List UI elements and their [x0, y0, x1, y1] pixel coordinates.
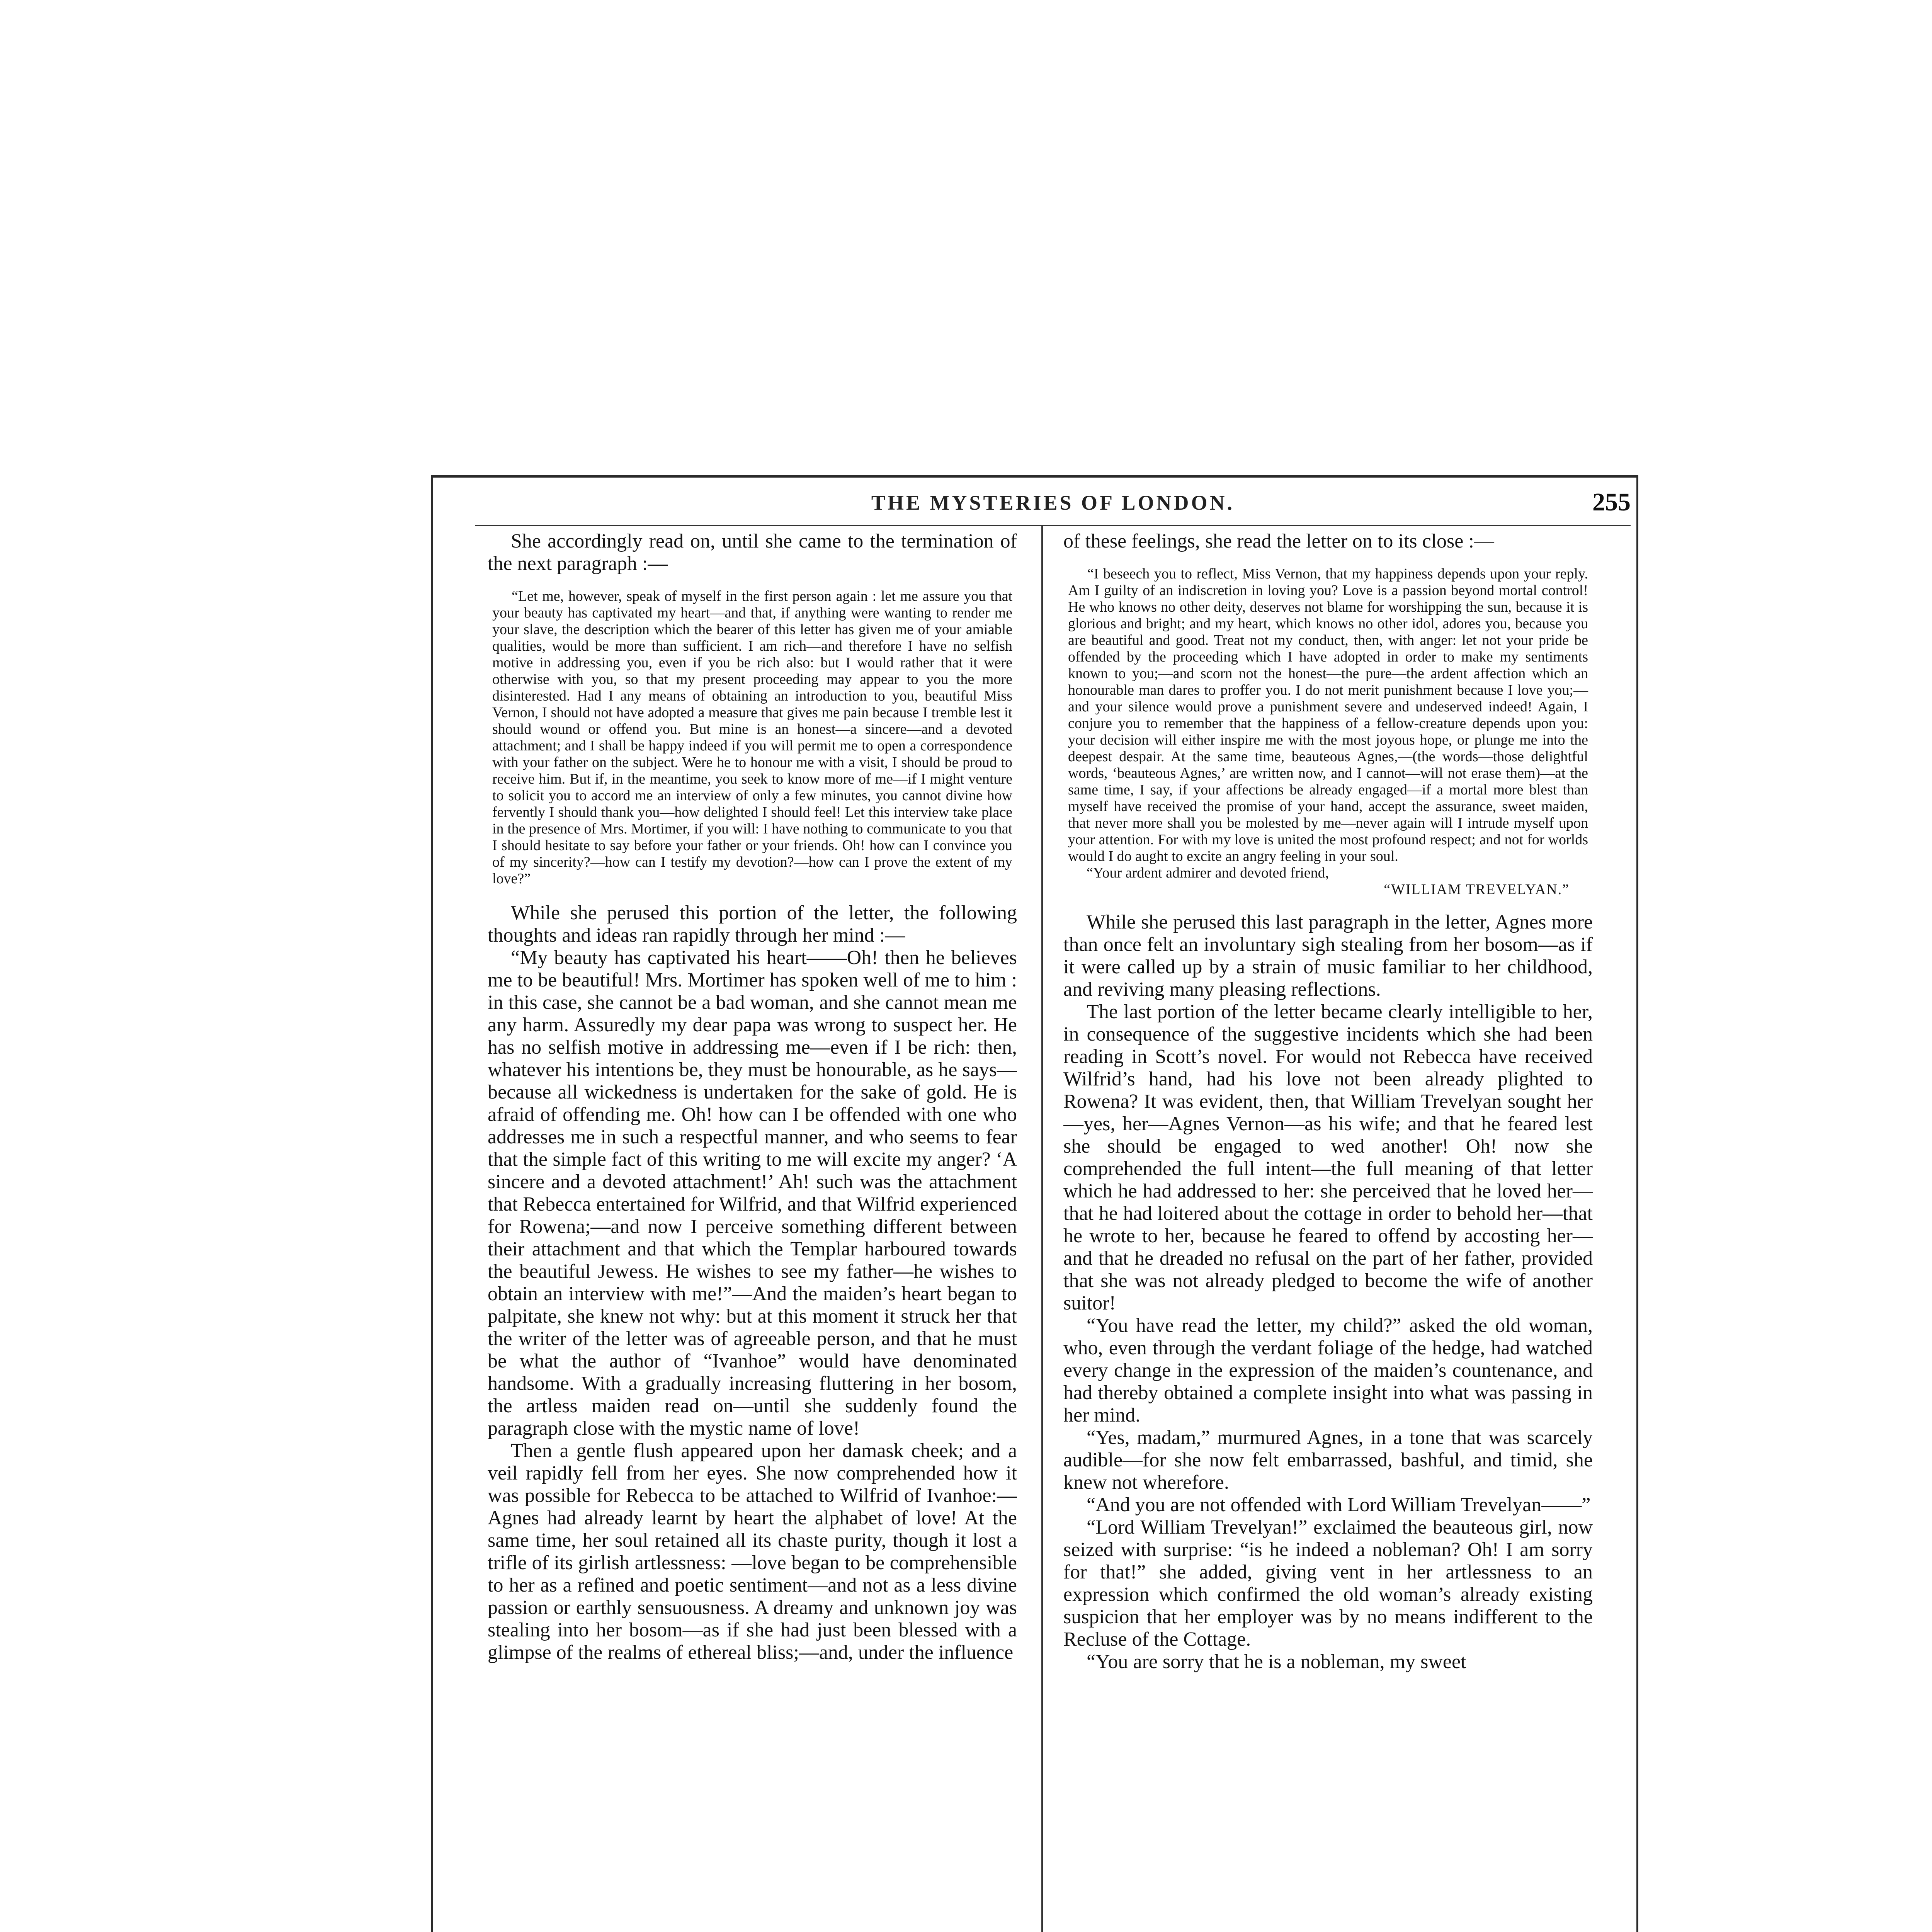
header-rule: [475, 525, 1631, 526]
letter-excerpt-text: “I beseech you to reflect, Miss Vernon, that my happiness depends upon your reply. Am I guilty of an indiscretion in loving you? Love is a passion beyond mortal control! He who knows no other deity, deserves not blame for worshipping the sun, because it is glorious and bright; and my heart, which knows no other idol, adores you, because you are beautiful and good. Treat not my conduct, then, with anger: let not your pride be offended by the proceeding which I have adopted in order to make my sentiments known to you;—and scorn not the honest—the pure—the ardent affection which an honourable man dares to proffer you. I do not merit punishment because I love you;—and your silence would prove a punishment severe and undeserved indeed! Again, I conjure you to remember that the happiness of a fellow-creature depends upon you: your decision will either inspire me with the most joyous hope, or plunge me into the deepest despair. At the same time, beauteous Agnes,—(the words—those delightful words, ‘beauteous Agnes,’ are written now, and I cannot—will not erase them)—at the same time, I say, if your affections be already engaged—if a mortal more blest than myself have received the promise of your hand, accept the assurance, sweet maiden, that never more shall you be molested by me—never again will I intrude myself upon your attention. For with my love is united the most profound respect; and not for worlds would I do aught to excite an angry feeling in your soul.: [1068, 566, 1588, 864]
body-paragraph: “And you are not offended with Lord William Trevelyan——”: [1087, 1494, 1591, 1516]
letter-signature: [1063, 865, 1593, 898]
letter-excerpt-text: “Let me, however, speak of myself in the first person again : let me assure you that your beauty has captivated my heart—and that, if anything were wanting to render me your slave, the description which the bearer of this letter has given me of your amiable qualities, would be more than sufficient. I am rich—and therefore I have no selfish motive in addressing you, even if you be rich also: but I would rather that it were otherwise with you, so that my present proceeding may appear to you the more disinterested. Had I any means of obtaining an introduction to you, beautiful Miss Vernon, I should not have adopted a measure that gives me pain because I tremble lest it should wound or offend you. But mine is an honest—a sincere—and a devoted attachment; and I shall be happy indeed if you will permit me to open a correspondence with your father on the subject. Were he to honour me with a visit, I should be proud to receive him. But if, in the meantime, you seek to know more of me—if I might venture to solicit you to accord me an interview of only a few minutes, you cannot divine how fervently I should thank you—how delighted I should feel! Let this interview take place in the presence of Mrs. Mortimer, if you will: I have nothing to communicate to you that I should hesitate to say before your father or your friends. Oh! how can I convince you of my sincerity?—how can I testify my devotion?—how can I prove the extent of my love?”: [492, 588, 1012, 887]
left-letter-excerpt: [492, 588, 1012, 887]
body-paragraph: “You are sorry that he is a nobleman, my sweet: [1087, 1651, 1466, 1673]
body-paragraph: “Lord William Trevelyan!” exclaimed the beauteous girl, now seized with surprise: “is he indeed a nobleman? Oh! I am sorry for that!” she added, giving vent in her artlessness to an expression which confirmed the old woman’s already existing suspicion that her employer was by no means indifferent to the Recluse of the Cottage.: [1063, 1516, 1593, 1650]
signature-name: “WILLIAM TREVELYAN.”: [1384, 881, 1570, 898]
signature-closing: “Your ardent admirer and devoted friend,: [1087, 865, 1329, 881]
column-divider: [1041, 526, 1043, 1932]
body-paragraph: “My beauty has captivated his heart——Oh! then he believes me to be beautiful! Mrs. Mortimer has spoken well of me to him : in this case, she cannot be a bad woman, and she cannot mean me any harm. Assuredly my dear papa was wrong to suspect her. He has no selfish motive in addressing me—even if I be rich: then, whatever his intentions be, they must be honourable, as he says—because all wickedness is undertaken for the sake of gold. He is afraid of offending me. Oh! how can I be offended with one who addresses me in such a respectful manner, and who seems to fear that the simple fact of this writing to me will excite my anger? ‘A sincere and a devoted attachment!’ Ah! such was the attachment that Rebecca entertained for Wilfrid, and that Wilfrid experienced for Rowena;—and now I perceive something different between their attachment and that which the Templar harboured towards the beautiful Jewess. He wishes to see my father—he wishes to obtain an interview with me!”—And the maiden’s heart began to palpitate, she knew not why: but at this moment it struck her that the writer of the letter was of agreeable person, and that he must be what the author of “Ivanhoe” would have denominated handsome. With a gradually increasing fluttering in her bosom, the artless maiden read on—until she suddenly found the paragraph close with the mystic name of love!: [488, 947, 1017, 1439]
right-letter-excerpt: [1068, 566, 1588, 865]
body-paragraph: “You have read the letter, my child?” asked the old woman, who, even through the verdant foliage of the hedge, had watched every change in the expression of the maiden’s countenance, and had thereby obtained a complete insight into what was passing in her mind.: [1063, 1315, 1593, 1426]
right-intro-paragraph: of these feelings, she read the letter on to its close :—: [1063, 530, 1494, 552]
body-paragraph: “Yes, madam,” murmured Agnes, in a tone that was scarcely audible—for she now felt embarrassed, bashful, and timid, she knew not wherefore.: [1063, 1427, 1593, 1493]
body-paragraph: Then a gentle flush appeared upon her damask cheek; and a veil rapidly fell from her eyes. She now comprehended how it was possible for Rebecca to be attached to Wilfrid of Ivanhoe:—Agnes had already learnt by heart the alphabet of love! At the same time, her soul retained all its chaste purity, though it lost a trifle of its girlish artlessness: —love began to be comprehensible to her as a refined and poetic sentiment—and not as a less divine passion or earthly sensuousness. A dreamy and unknown joy was stealing into her bosom—as if she had just been blessed with a glimpse of the realms of ethereal bliss;—and, under the influence: [488, 1440, 1017, 1663]
header-title: THE MYSTERIES OF LONDON.: [871, 491, 1235, 514]
page-number: 255: [1592, 488, 1631, 516]
right-column: [1063, 530, 1593, 1932]
left-column: [488, 530, 1017, 1932]
body-paragraph: While she perused this portion of the letter, the following thoughts and ideas ran rapidly through her mind :—: [488, 902, 1017, 946]
left-intro-paragraph: She accordingly read on, until she came to the termination of the next paragraph :—: [488, 530, 1017, 575]
body-paragraph: The last portion of the letter became clearly intelligible to her, in consequence of the suggestive incidents which she had been reading in Scott’s novel. For would not Rebecca have received Wilfrid’s hand, had his love not been already plighted to Rowena? It was evident, then, that William Trevelyan sought her—yes, her—Agnes Vernon—as his wife; and that he feared lest she should be engaged to wed another! Oh! now she comprehended the full intent—the full meaning of that letter which he had addressed to her: she perceived that he loved her—that he had loitered about the cottage in order to behold her—that he wrote to her, because he feared to offend by accosting her—and that he dreaded no refusal on the part of her father, provided that she was not already pledged to become the wife of another suitor!: [1063, 1001, 1593, 1314]
running-header: [475, 488, 1631, 522]
body-paragraph: While she perused this last paragraph in the letter, Agnes more than once felt an involuntary sigh stealing from her bosom—as if it were called up by a strain of music familiar to her childhood, and reviving many pleasing reflections.: [1063, 911, 1593, 1000]
